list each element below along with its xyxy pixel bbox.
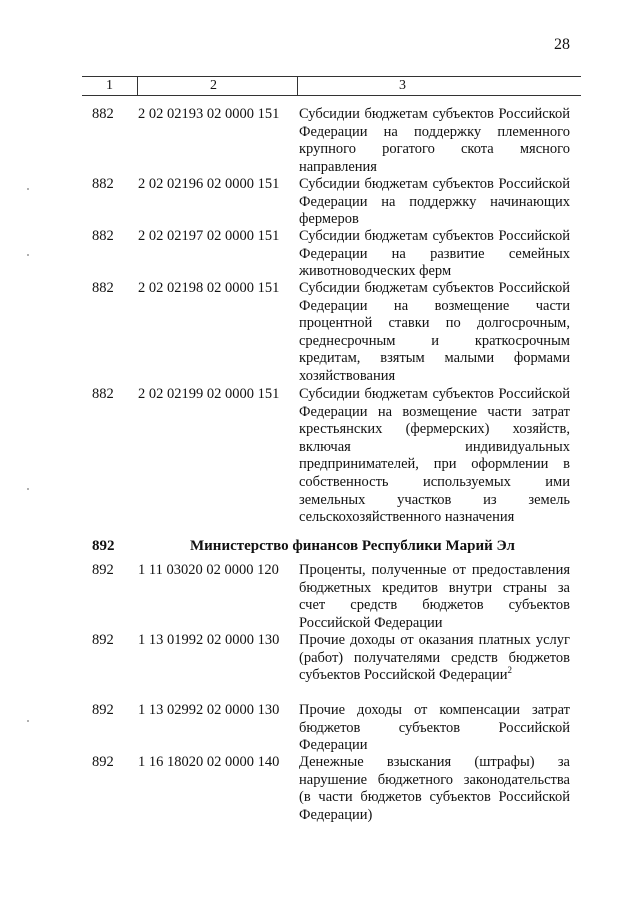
header-divider bbox=[297, 77, 298, 95]
section-title: Министерство финансов Республики Марий Эл bbox=[190, 538, 515, 554]
scan-mark bbox=[27, 720, 29, 722]
revenue-code: 2 02 02199 02 0000 151 bbox=[138, 386, 280, 402]
admin-code: 892 bbox=[92, 702, 114, 718]
revenue-code: 2 02 02198 02 0000 151 bbox=[138, 280, 280, 296]
revenue-description: Проценты, полученные от предоставления бюджетных кредитов внутри страны за счет средств бюджетов субъектов Российской Федерации bbox=[299, 562, 570, 631]
admin-code: 892 bbox=[92, 754, 114, 770]
revenue-code: 2 02 02193 02 0000 151 bbox=[138, 106, 280, 122]
revenue-code: 1 13 01992 02 0000 130 bbox=[138, 632, 280, 648]
revenue-description: Субсидии бюджетам субъектов Российской Федерации на возмещение части процентной ставки по долгосрочным, среднесрочным и краткосрочным кредитам, взятым малыми формами хозяйствования bbox=[299, 280, 570, 384]
header-col-1: 1 bbox=[106, 78, 113, 93]
revenue-code: 2 02 02197 02 0000 151 bbox=[138, 228, 280, 244]
revenue-description bbox=[299, 632, 570, 685]
revenue-code: 2 02 02196 02 0000 151 bbox=[138, 176, 280, 192]
admin-code: 882 bbox=[92, 280, 114, 296]
admin-code: 882 bbox=[92, 228, 114, 244]
header-col-3: 3 bbox=[399, 78, 406, 93]
revenue-code: 1 11 03020 02 0000 120 bbox=[138, 562, 279, 578]
header-divider bbox=[137, 77, 138, 95]
scan-mark bbox=[27, 488, 29, 490]
admin-code: 882 bbox=[92, 176, 114, 192]
header-col-2: 2 bbox=[210, 78, 217, 93]
revenue-code: 1 16 18020 02 0000 140 bbox=[138, 754, 280, 770]
footnote-marker: 2 bbox=[507, 665, 513, 676]
revenue-description: Субсидии бюджетам субъектов Российской Федерации на поддержку племенного крупного рогатого скота мясного направления bbox=[299, 106, 570, 175]
scan-mark bbox=[27, 188, 29, 190]
revenue-description: Субсидии бюджетам субъектов Российской Федерации на развитие семейных животноводческих ферм bbox=[299, 228, 570, 280]
revenue-description-text: Прочие доходы от оказания платных услуг (работ) получателями средств бюджетов субъектов Российской Федерации bbox=[299, 632, 570, 684]
table-header bbox=[82, 76, 581, 96]
admin-code: 892 bbox=[92, 632, 114, 648]
page-number: 28 bbox=[554, 36, 570, 53]
revenue-code: 1 13 02992 02 0000 130 bbox=[138, 702, 280, 718]
admin-code: 892 bbox=[92, 562, 114, 578]
revenue-description: Прочие доходы от компенсации затрат бюджетов субъектов Российской Федерации bbox=[299, 702, 570, 754]
revenue-description: Субсидии бюджетам субъектов Российской Федерации на возмещение части затрат крестьянских (фермерских) хозяйств, включая индивидуальных предпринимателей, при оформлении в собственность используемых ими земельных участков из земель сельскохозяйственного назначения bbox=[299, 386, 570, 526]
section-code: 892 bbox=[92, 538, 115, 554]
admin-code: 882 bbox=[92, 386, 114, 402]
revenue-description: Субсидии бюджетам субъектов Российской Федерации на поддержку начинающих фермеров bbox=[299, 176, 570, 228]
scan-mark bbox=[27, 254, 29, 256]
admin-code: 882 bbox=[92, 106, 114, 122]
revenue-description: Денежные взыскания (штрафы) за нарушение бюджетного законодательства (в части бюджетов субъектов Российской Федерации) bbox=[299, 754, 570, 823]
